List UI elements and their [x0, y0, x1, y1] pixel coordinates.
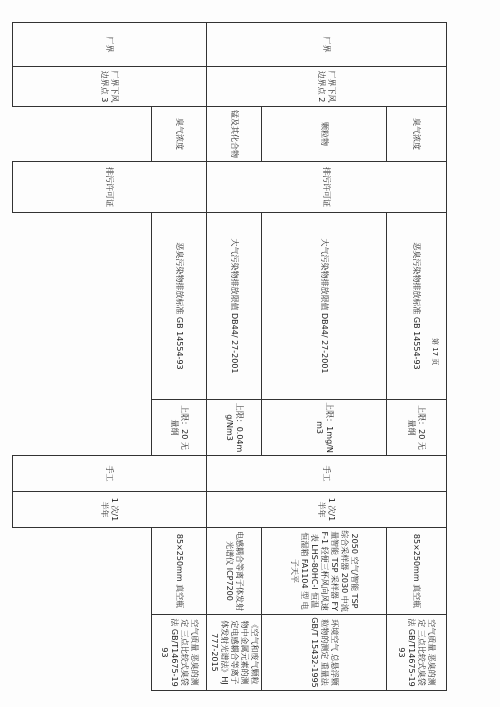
- item-cell: 颗粒物: [262, 107, 387, 162]
- monitoring-table: [12, 22, 447, 691]
- method-cell: 电感耦合等离子体发射光谱仪 ICP7200: [207, 528, 262, 615]
- method-cell: 2050 空气/智能 TSP 综合采样器 2030 中流量智能 TSP 采样器 FYF-1 轻便三杯风向风速表 LHS-80HC-I 恒温恒湿箱 FA1104 型 电子天平: [262, 528, 387, 615]
- area-cell: 厂界: [207, 23, 447, 67]
- table-row: [262, 23, 387, 691]
- source-cell: 排污许可证: [207, 162, 447, 213]
- standard-cell: 恶臭污染物排放标准 GB 14554-93: [152, 213, 207, 400]
- rotated-table-container: [12, 22, 447, 690]
- analysis-cell: 空气质量 恶臭的测定 三点比较式臭袋法 GB/T14675-1993: [387, 615, 447, 691]
- point-cell: 厂界下风边界点 2: [207, 67, 447, 107]
- table-row: [207, 23, 262, 691]
- limit-cell: 上限：20 无量纲: [152, 400, 207, 456]
- limit-cell: 上限：1mg/Nm3: [262, 400, 387, 456]
- analysis-cell: 环境空气 总悬浮颗粒物的测定 重量法 GB/T 15432-1995: [262, 615, 387, 691]
- area-cell: 厂界: [13, 23, 207, 67]
- table-row: [13, 23, 152, 691]
- manner-cell: 手工: [13, 456, 207, 492]
- limit-cell: 上限：0.04mg/Nm3: [207, 400, 262, 456]
- freq-cell: 1 次/1 半年: [207, 492, 447, 528]
- item-cell: 臭气浓度: [152, 107, 207, 162]
- standard-cell: 大气污染物排放限值 DB44/ 27-2001: [262, 213, 387, 400]
- method-cell: 85×250mm 真空瓶: [152, 528, 207, 615]
- method-cell: 85×250mm 真空瓶: [387, 528, 447, 615]
- item-cell: 锰及其化合物: [207, 107, 262, 162]
- table-row: [152, 23, 207, 691]
- standard-cell: 大气污染物排放限值 DB44/ 27-2001: [207, 213, 262, 400]
- freq-cell: 1 次/1 半年: [13, 492, 207, 528]
- limit-cell: 上限：20 无量纲: [387, 400, 447, 456]
- standard-cell: 恶臭污染物排放标准 GB 14554-93: [387, 213, 447, 400]
- analysis-cell: 《空气和废气颗粒物中金属元素的测定电感耦合等离子体发射光谱法》HJ 777-2015: [207, 615, 262, 691]
- point-cell: 厂界下风边界点 3: [13, 67, 207, 107]
- source-cell: 排污许可证: [13, 162, 207, 213]
- analysis-cell: 空气质量 恶臭的测定 三点比较式臭袋法 GB/T14675-1993: [152, 615, 207, 691]
- item-cell: 臭气浓度: [387, 107, 447, 162]
- manner-cell: 手工: [207, 456, 447, 492]
- page-number: 第 17 页: [431, 338, 439, 366]
